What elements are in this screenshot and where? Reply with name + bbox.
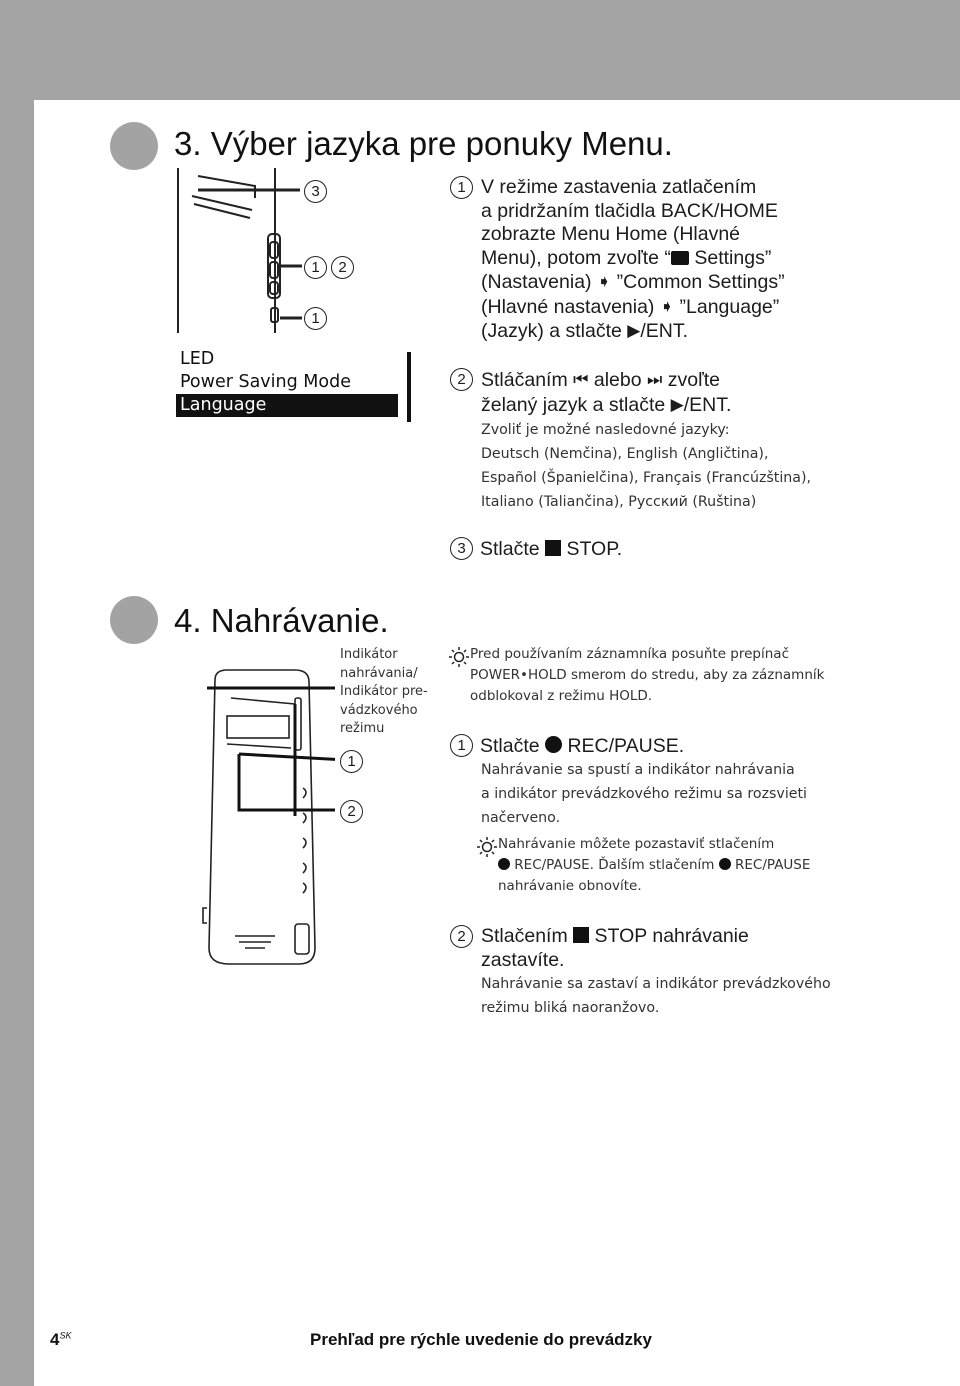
play-icon: ▶ — [670, 394, 684, 414]
text-line: V režime zastavenia zatlačením — [481, 176, 757, 198]
record-icon — [719, 858, 731, 870]
indicator-label: Indikátor nahrávania/ Indikátor pre- vádzkového režimu — [340, 647, 428, 736]
s4-step1-desc: Nahrávanie sa spustí a indikátor nahrávania a indikátor prevádzkového režimu sa rozsvieti načerveno. — [481, 762, 807, 826]
text-line: a pridržaním tlačidla BACK/HOME — [481, 199, 778, 222]
s3-step1 — [450, 176, 950, 344]
text-line: Español (Španielčina), Français (Francúzština), — [481, 470, 812, 486]
lcd-item-power-saving: Power Saving Mode — [180, 372, 351, 392]
s3-step3: 3 Stlačte STOP. — [450, 537, 950, 562]
tip-pause: Nahrávanie môžete pozastaviť stlačením REC/PAUSE. Ďalším stlačením REC/PAUSE nahrávanie obnovíte. — [498, 836, 811, 894]
step-number: 1 — [450, 734, 473, 757]
arrow-right-icon: ➧ — [659, 296, 675, 316]
text-line: Menu), potom zvoľte “ Settings” — [481, 246, 772, 269]
text-line: Zvoliť je možné nasledovné jazyky: — [481, 422, 730, 438]
stop-icon — [545, 540, 561, 556]
footer-title: Prehľad pre rýchle uvedenie do prevádzky — [310, 1330, 652, 1349]
record-icon — [498, 858, 510, 870]
text-line: (Hlavné nastavenia) ➧ ”Language” — [481, 295, 780, 318]
section3-heading: 3. Výber jazyka pre ponuky Menu. — [174, 125, 673, 162]
callout-2-recorder: 2 — [340, 800, 363, 823]
text-line: Stláčaním ⏮ alebo ⏭ zvoľte — [481, 369, 721, 391]
s3-step2 — [450, 368, 950, 417]
callout-1-bottom: 1 — [304, 307, 327, 330]
section4-heading: 4. Nahrávanie. — [174, 602, 389, 639]
top-gray-band — [0, 0, 960, 100]
lcd-menu-screen — [176, 348, 416, 422]
text-line: Deutsch (Nemčina), English (Angličtina), — [481, 446, 769, 462]
page-number: $4^{SK}$ — [50, 1330, 72, 1349]
s3-language-list — [481, 418, 951, 514]
recorder-illustration — [195, 668, 335, 970]
lcd-item-led: LED — [180, 349, 215, 369]
toolbox-icon — [671, 251, 689, 265]
section-bullet — [110, 596, 158, 644]
text-line: (Nastavenia) ➧ ”Common Settings” — [481, 271, 785, 293]
s4-step1: 1 Stlačte REC/PAUSE. — [450, 734, 950, 759]
record-icon — [545, 736, 562, 753]
text-line: zobrazte Menu Home (Hlavné — [481, 223, 741, 245]
hint-icon — [448, 646, 470, 668]
lcd-scrollbar — [407, 352, 411, 422]
s4-step2-desc: Nahrávanie sa zastaví a indikátor prevádzkového režimu bliká naoranžovo. — [481, 976, 831, 1016]
hint-icon — [476, 836, 498, 858]
step-number: 3 — [450, 537, 473, 560]
callout-2-middle: 2 — [331, 256, 354, 279]
s4-step2: 2 Stlačením STOP nahrávanie zastavíte. — [450, 925, 950, 972]
left-gray-band — [0, 0, 34, 1386]
play-icon: ▶ — [627, 321, 641, 340]
device-illustration-top — [170, 168, 370, 338]
step-number: 2 — [450, 368, 473, 391]
callout-3-top: 3 — [304, 180, 327, 203]
arrow-right-icon: ➧ — [596, 272, 612, 291]
text-line: Italiano (Taliančina), Русский (Ruština) — [481, 494, 757, 510]
callout-1-middle: 1 — [304, 256, 327, 279]
step-number: 2 — [450, 925, 473, 948]
lcd-item-language-selected: Language — [176, 394, 398, 417]
tip-hold-switch: Pred používaním záznamníka posuňte prepínač POWER•HOLD smerom do stredu, aby za záznamník odblokoval z režimu HOLD. — [470, 646, 825, 704]
step-number: 1 — [450, 176, 473, 199]
section-bullet — [110, 122, 158, 170]
text-line: želaný jazyk a stlačte ▶/ENT. — [481, 393, 732, 416]
text-line: (Jazyk) a stlačte ▶/ENT. — [481, 320, 689, 342]
next-track-icon: ⏭ — [647, 370, 663, 389]
callout-1-recorder: 1 — [340, 750, 363, 773]
previous-track-icon: ⏮ — [573, 370, 589, 389]
stop-icon — [573, 927, 589, 943]
